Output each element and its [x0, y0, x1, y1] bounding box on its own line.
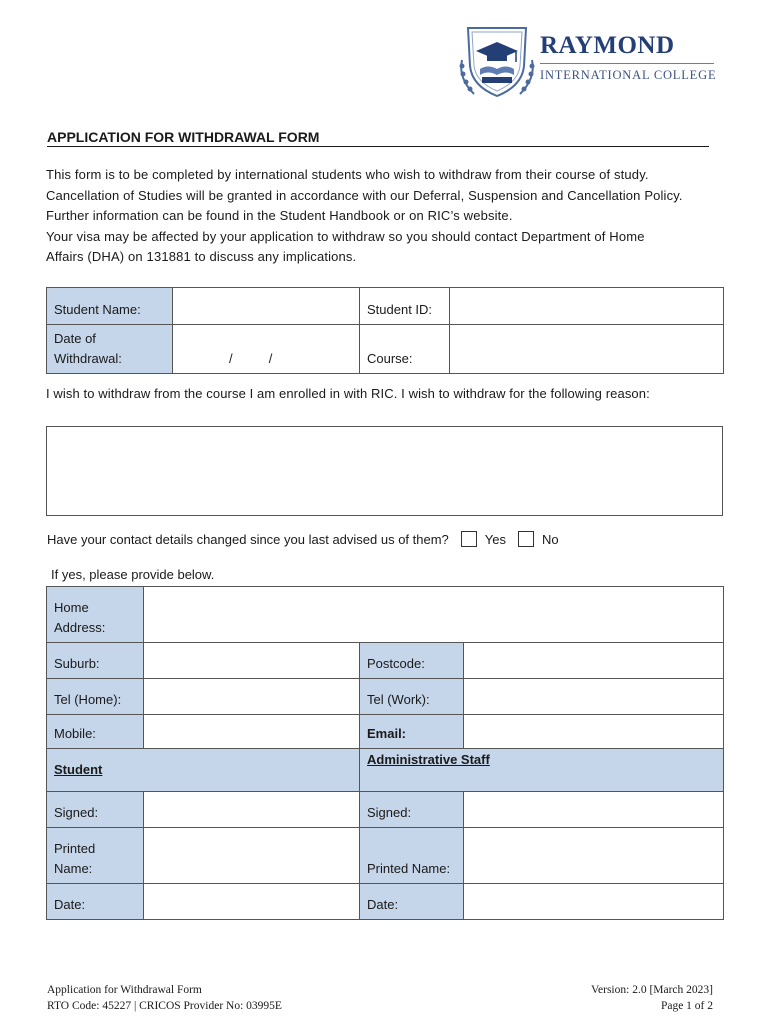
course-field[interactable] [450, 325, 724, 374]
yes-checkbox[interactable] [461, 531, 477, 547]
withdraw-reason-prompt: I wish to withdraw from the course I am enrolled in with RIC. I wish to withdraw for the following reason: [46, 386, 650, 401]
admin-printed-name-label: Printed Name: [360, 828, 464, 884]
college-logo [456, 22, 718, 102]
footer-version: Version: 2.0 [March 2023] [590, 984, 713, 996]
home-address-label-line2: Address: [54, 620, 106, 635]
admin-signature-field[interactable] [464, 792, 724, 828]
college-subtitle: INTERNATIONAL COLLEGE [540, 68, 717, 82]
intro-line: Affairs (DHA) on 131881 to discuss any implications. [46, 249, 357, 264]
footer-page-number: Page 1 of 2 [660, 1000, 713, 1012]
student-printed-name-line2: Name: [54, 861, 93, 876]
logo-divider [540, 63, 714, 64]
intro-line: Your visa may be affected by your application to withdraw so you should contact Department of Home [46, 228, 645, 244]
email-label: Email: [360, 715, 464, 749]
intro-line: This form is to be completed by international students who wish to withdraw from their course of study. [46, 167, 649, 182]
student-signed-label: Signed: [47, 792, 144, 828]
student-id-field[interactable] [450, 288, 724, 325]
withdrawal-date-field[interactable] [173, 325, 360, 374]
withdrawal-date-label [47, 325, 173, 374]
no-checkbox[interactable] [518, 531, 534, 547]
tel-work-field[interactable] [464, 679, 724, 715]
home-address-label [47, 587, 144, 643]
mobile-field[interactable] [144, 715, 360, 749]
admin-staff-section-heading: Administrative Staff [360, 749, 724, 792]
intro-line: Further information can be found in the Student Handbook or on RIC’s website. [46, 208, 513, 223]
course-label: Course: [360, 325, 450, 374]
footer-form-name: Application for Withdrawal Form [47, 984, 202, 996]
footer-rto-code: RTO Code: 45227 | CRICOS Provider No: 03995E [47, 1000, 282, 1012]
student-id-label: Student ID: [360, 288, 450, 325]
student-date-field[interactable] [144, 884, 360, 920]
student-date-label: Date: [47, 884, 144, 920]
suburb-field[interactable] [144, 643, 360, 679]
home-address-label-line1: Home [54, 600, 89, 615]
no-label: No [542, 531, 559, 547]
footer-left [47, 982, 282, 1014]
postcode-field[interactable] [464, 643, 724, 679]
student-name-field[interactable] [173, 288, 360, 325]
yes-label: Yes [484, 531, 507, 547]
withdrawal-date-label-line2: Withdrawal: [54, 351, 122, 366]
date-separators: / / [229, 351, 273, 366]
mobile-label: Mobile: [47, 715, 144, 749]
email-field[interactable] [464, 715, 724, 749]
student-details-table [46, 287, 724, 374]
suburb-label: Suburb: [47, 643, 144, 679]
student-printed-name-label [47, 828, 144, 884]
tel-home-label: Tel (Home): [47, 679, 144, 715]
admin-date-field[interactable] [464, 884, 724, 920]
intro-line: Cancellation of Studies will be granted in accordance with our Deferral, Suspension and Cancellation Policy. [46, 187, 683, 203]
form-title: APPLICATION FOR WITHDRAWAL FORM [47, 129, 709, 147]
footer-right [591, 982, 713, 1014]
contact-details-table [46, 586, 724, 920]
student-printed-name-line1: Printed [54, 841, 96, 856]
tel-home-field[interactable] [144, 679, 360, 715]
student-printed-name-field[interactable] [144, 828, 360, 884]
student-signature-field[interactable] [144, 792, 360, 828]
withdraw-reason-field[interactable] [46, 426, 723, 516]
contact-changed-text: Have your contact details changed since you last advised us of them? [47, 531, 449, 547]
admin-printed-name-field[interactable] [464, 828, 724, 884]
intro-paragraph [46, 165, 718, 268]
postcode-label: Postcode: [360, 643, 464, 679]
student-section-heading: Student [47, 749, 360, 792]
admin-date-label: Date: [360, 884, 464, 920]
tel-work-label: Tel (Work): [360, 679, 464, 715]
college-name: RAYMOND [540, 32, 675, 59]
admin-signed-label: Signed: [360, 792, 464, 828]
if-yes-instruction: If yes, please provide below. [51, 567, 215, 582]
withdrawal-date-label-line1: Date of [54, 331, 96, 346]
contact-changed-question [47, 531, 559, 547]
student-name-label: Student Name: [47, 288, 173, 325]
college-emblem-icon [456, 22, 538, 102]
home-address-field[interactable] [144, 587, 724, 643]
